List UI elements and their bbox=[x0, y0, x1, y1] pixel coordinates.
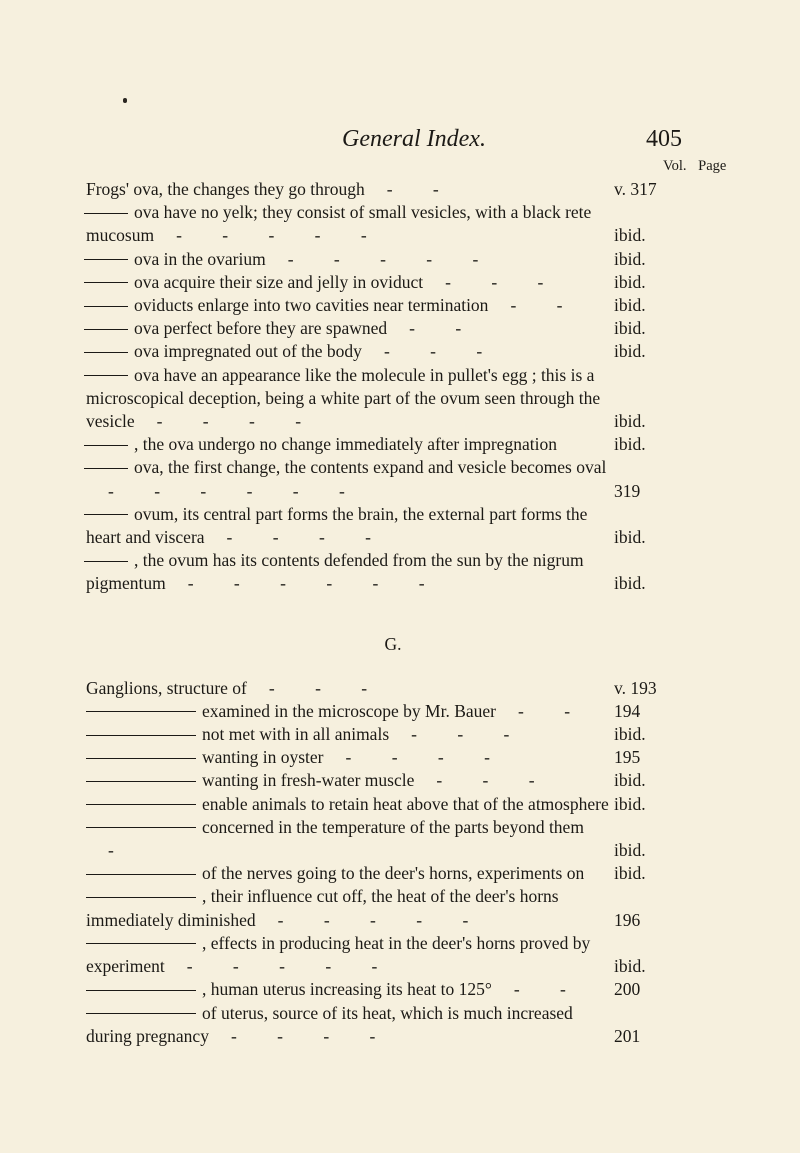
entry-text bbox=[86, 340, 612, 363]
entry-lead: ova in the ovarium bbox=[134, 248, 266, 269]
ganglions-entry bbox=[86, 769, 700, 792]
frogs-entries bbox=[86, 178, 700, 596]
entry-text bbox=[86, 700, 612, 723]
leader-dashes: - - - bbox=[445, 271, 547, 292]
page-reference: v. 193 bbox=[614, 677, 657, 698]
entry-lead: , the ova undergo no change immediately after impregnation bbox=[134, 434, 557, 455]
entry-lead: Ganglions, structure of bbox=[86, 677, 247, 698]
page-reference: 194 bbox=[614, 700, 641, 721]
entry-lead: ova, the first change, the contents expand and vesicle becomes oval bbox=[134, 457, 607, 478]
page-reference: ibid. bbox=[614, 770, 646, 791]
ditto-rule bbox=[86, 897, 196, 898]
ganglions-entry bbox=[86, 978, 700, 1001]
leader-dashes: - - - - bbox=[156, 411, 305, 432]
entry-text bbox=[86, 793, 612, 816]
page-reference: ibid. bbox=[614, 793, 646, 814]
ditto-rule bbox=[86, 735, 196, 736]
ditto-rule bbox=[84, 514, 128, 515]
column-headings bbox=[663, 158, 726, 175]
page-reference: v. 317 bbox=[614, 179, 657, 199]
entry-text bbox=[86, 178, 612, 201]
leader-dashes: - - - bbox=[383, 341, 486, 362]
entry-text bbox=[86, 248, 612, 271]
entry-lead: ova perfect before they are spawned bbox=[134, 318, 388, 339]
leader-dashes: - - bbox=[513, 979, 569, 1000]
entry-lead: ovum, its central part forms the brain, the external part forms the heart and viscera bbox=[86, 503, 588, 548]
ditto-rule bbox=[84, 282, 128, 283]
leader-dashes: - - - - - - bbox=[187, 573, 428, 594]
entry-text bbox=[86, 746, 612, 769]
entry-lead: ova acquire their size and jelly in oviduct bbox=[134, 271, 424, 292]
page-reference: ibid. bbox=[614, 434, 646, 455]
entry-lead: of uterus, source of its heat, which is much increased during pregnancy bbox=[86, 1002, 573, 1046]
entry-text bbox=[86, 317, 612, 340]
page-reference: 200 bbox=[614, 979, 641, 1000]
page-reference: ibid. bbox=[614, 295, 646, 316]
ditto-rule bbox=[84, 259, 128, 260]
ditto-rule bbox=[86, 943, 196, 944]
leader-dashes: - - - - bbox=[226, 527, 374, 548]
leader-dashes: - bbox=[108, 840, 117, 861]
frogs-entry bbox=[86, 364, 700, 434]
leader-dashes: - - - - - bbox=[176, 225, 370, 246]
index-entries bbox=[86, 178, 700, 1048]
ditto-rule bbox=[84, 445, 128, 446]
volume-heading: Vol. bbox=[663, 158, 687, 174]
frogs-entry bbox=[86, 317, 700, 340]
leader-dashes: - - - bbox=[436, 770, 538, 791]
entry-text bbox=[86, 503, 612, 549]
page-reference: ibid. bbox=[614, 573, 646, 594]
frogs-entry bbox=[86, 549, 700, 595]
ganglions-entry bbox=[86, 677, 700, 700]
running-title: General Index. bbox=[342, 126, 486, 152]
entry-lead: not met with in all animals bbox=[202, 724, 390, 745]
leader-dashes: - - bbox=[409, 318, 465, 339]
page-reference: ibid. bbox=[614, 411, 646, 432]
ganglions-entry bbox=[86, 1002, 700, 1048]
ditto-rule bbox=[84, 213, 128, 214]
frogs-entry bbox=[86, 271, 700, 294]
ditto-rule bbox=[84, 561, 128, 562]
page-heading: Page bbox=[698, 158, 727, 174]
entry-text bbox=[86, 769, 612, 792]
leader-dashes: - - bbox=[510, 295, 566, 316]
entry-text bbox=[86, 723, 612, 746]
entry-lead: enable animals to retain heat above that of the atmosphere bbox=[202, 793, 609, 814]
ditto-rule bbox=[86, 827, 196, 828]
ditto-rule bbox=[86, 804, 196, 805]
ditto-rule bbox=[86, 1013, 196, 1014]
frogs-entry bbox=[86, 178, 700, 201]
ditto-rule bbox=[86, 711, 196, 712]
ganglions-entry bbox=[86, 862, 700, 885]
page-number: 405 bbox=[646, 126, 682, 152]
page-reference: ibid. bbox=[614, 863, 646, 884]
ditto-rule bbox=[84, 352, 128, 353]
leader-dashes: - - - bbox=[268, 677, 371, 698]
ditto-rule bbox=[84, 468, 128, 469]
ganglions-entry bbox=[86, 700, 700, 723]
leader-dashes: - - - - - bbox=[287, 248, 482, 269]
frogs-entry bbox=[86, 248, 700, 271]
leader-dashes: - - - - bbox=[345, 747, 493, 768]
ganglions-entry bbox=[86, 746, 700, 769]
entry-lead: wanting in oyster bbox=[202, 747, 324, 768]
ditto-rule bbox=[86, 758, 196, 759]
ditto-rule bbox=[86, 990, 196, 991]
section-letter: G. bbox=[384, 633, 402, 654]
page-reference: 196 bbox=[614, 909, 641, 930]
frogs-entry bbox=[86, 340, 700, 363]
entry-lead: ova impregnated out of the body bbox=[134, 341, 362, 362]
ditto-rule bbox=[84, 375, 128, 376]
ganglions-entry bbox=[86, 932, 700, 978]
page-reference: 201 bbox=[614, 1025, 641, 1046]
page-reference: ibid. bbox=[614, 527, 646, 548]
page-reference: ibid. bbox=[614, 248, 646, 269]
ditto-rule bbox=[84, 306, 128, 307]
entry-text bbox=[86, 364, 612, 434]
entry-text bbox=[86, 201, 612, 247]
page-reference: 319 bbox=[614, 480, 641, 501]
frogs-entry bbox=[86, 456, 700, 502]
leader-dashes: - - - bbox=[411, 724, 513, 745]
leader-dashes: - - - - - - bbox=[108, 480, 348, 501]
ditto-rule bbox=[84, 329, 128, 330]
entry-text bbox=[86, 294, 612, 317]
entry-text bbox=[86, 456, 612, 502]
entry-text bbox=[86, 433, 612, 456]
leader-dashes: - - bbox=[386, 179, 442, 199]
page-header bbox=[0, 124, 800, 160]
entry-text bbox=[86, 885, 612, 931]
entry-lead: wanting in fresh-water muscle bbox=[202, 770, 415, 791]
page-reference: ibid. bbox=[614, 724, 646, 745]
entry-lead: ova have no yelk; they consist of small vesicles, with a black rete mucosum bbox=[86, 202, 592, 246]
entry-lead: , the ovum has its contents defended from the sun by the nigrum pigmentum bbox=[86, 550, 584, 594]
entry-lead: of the nerves going to the deer's horns, experiments on bbox=[202, 863, 585, 884]
entry-lead: , their influence cut off, the heat of the deer's horns immediately diminished bbox=[86, 886, 559, 930]
entry-lead: , effects in producing heat in the deer's horns proved by experiment bbox=[86, 932, 591, 977]
entry-text bbox=[86, 932, 612, 978]
frogs-entry bbox=[86, 201, 700, 247]
ganglions-entry bbox=[86, 793, 700, 816]
entry-text bbox=[86, 978, 612, 1001]
ganglions-entries bbox=[86, 677, 700, 1048]
entry-lead: Frogs' ova, the changes they go through bbox=[86, 179, 365, 199]
leader-dashes: - - - - bbox=[230, 1025, 379, 1046]
entry-lead: , human uterus increasing its heat to 125° bbox=[202, 979, 492, 1000]
page-reference: ibid. bbox=[614, 341, 646, 362]
frogs-entry bbox=[86, 503, 700, 549]
frogs-entry bbox=[86, 294, 700, 317]
entry-text bbox=[86, 1002, 612, 1048]
entry-lead: examined in the microscope by Mr. Bauer bbox=[202, 700, 497, 721]
entry-text bbox=[86, 677, 612, 700]
entry-text bbox=[86, 549, 612, 595]
ganglions-entry bbox=[86, 885, 700, 931]
page-reference: ibid. bbox=[614, 956, 646, 977]
ink-dot bbox=[123, 98, 127, 103]
entry-text bbox=[86, 816, 612, 862]
leader-dashes: - - - - - bbox=[277, 909, 472, 930]
entry-lead: oviducts enlarge into two cavities near termination bbox=[134, 295, 489, 316]
entry-lead: concerned in the temperature of the parts beyond them bbox=[202, 816, 584, 837]
frogs-entry bbox=[86, 433, 700, 456]
entry-lead: ova have an appearance like the molecule in pullet's egg ; this is a microscopical deception, being a white part of the ovum seen through the vesicle bbox=[86, 364, 601, 432]
page-reference: ibid. bbox=[614, 318, 646, 339]
page-reference: ibid. bbox=[614, 840, 646, 861]
entry-text bbox=[86, 271, 612, 294]
ditto-rule bbox=[86, 781, 196, 782]
ganglions-entry bbox=[86, 816, 700, 862]
page-reference: ibid. bbox=[614, 271, 646, 292]
page-reference: ibid. bbox=[614, 225, 646, 246]
ganglions-entry bbox=[86, 723, 700, 746]
page-reference: 195 bbox=[614, 747, 641, 768]
entry-text bbox=[86, 862, 612, 885]
ditto-rule bbox=[86, 874, 196, 875]
leader-dashes: - - - - - bbox=[186, 956, 381, 977]
leader-dashes: - - bbox=[518, 700, 574, 721]
